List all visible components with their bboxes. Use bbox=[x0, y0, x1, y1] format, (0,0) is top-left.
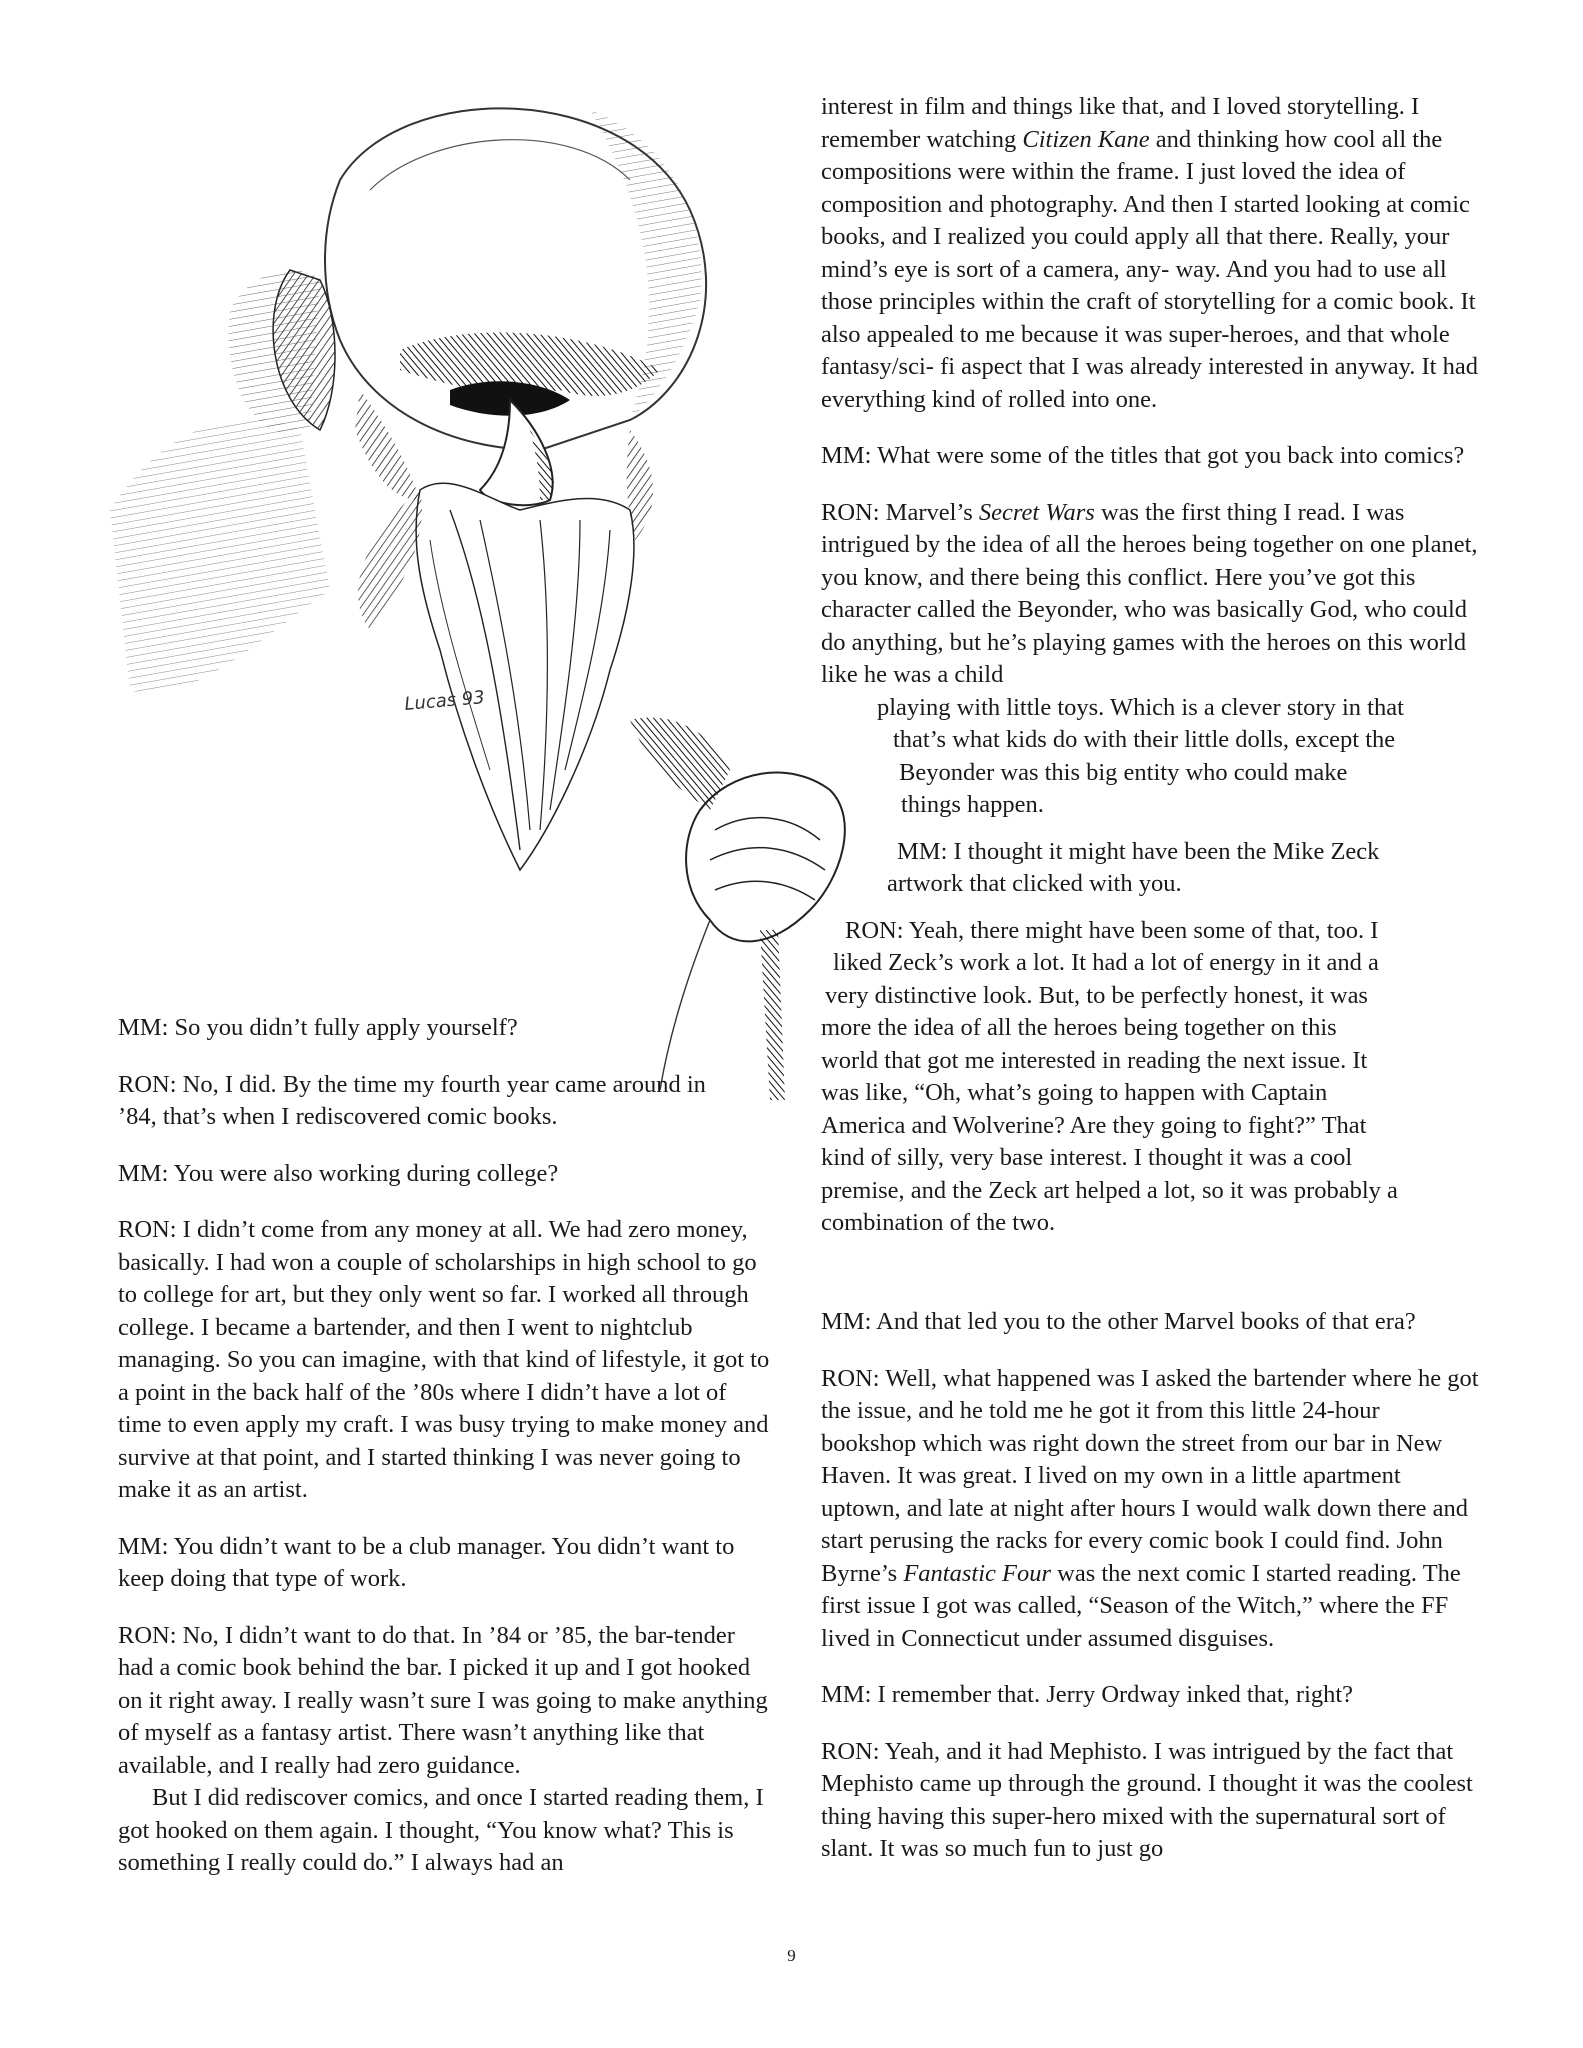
speaker-label: MM: bbox=[821, 442, 872, 469]
left-column bbox=[118, 1012, 770, 1880]
answer-bookshop: RON: Well, what happened was I asked the bartender where he got the issue, and he told me he got it from this little 24-hour bookshop which was right down the street from our bar in New Haven. It was great. I lived on my own in a little apartment uptown, and late at night after hours I would walk down there and start perusing the racks for every comic book I could find. John Byrne’s Fantastic Four was the next comic I started reading. The first issue I got was called, “Season of the Witch,” where the FF lived in Connecticut under assumed disguises. bbox=[821, 1364, 1479, 1652]
answer-money: RON: I didn’t come from any money at all. We had zero money, basically. I had won a couple of scholarships in high school to go to college for art, but they only went so far. I worked all through college. I became a bartender, and then I went to nightclub managing. So you can imagine, with that kind of lifestyle, it got to a point in the back half of the ’80s where I didn’t have a lot of time to even apply my craft. I was busy trying to make money and survive at that point, and I started thinking I was never going to make it as an artist. bbox=[118, 1216, 770, 1503]
answer-zeck: RON: Yeah, there might have been some of that, too. I liked Zeck’s work a lot. It had a lot of energy in it and a very distinctive look. But, to be perfectly honest, it was more the idea of all the heroes being together on this world that got me interested in reading the next issue. It was like, “Oh, what’s going to happen with Captain America and Wolverine? Are they going to fight?” That kind of silly, very base interest. I thought it was a cool premise, and the Zeck art helped a lot, so it was probably a combination of the two. bbox=[821, 916, 1398, 1236]
answer-mephisto: RON: Yeah, and it had Mephisto. I was intrigued by the fact that Mephisto came up through the ground. I thought it was the coolest thing having this super-hero mixed with the supernatural sort of slant. It was so much fun to just go bbox=[821, 1737, 1473, 1862]
question-zeck: MM: I thought it might have been the Mike Zeck artwork that clicked with you. bbox=[887, 837, 1380, 897]
speaker-label: MM: bbox=[118, 1014, 169, 1041]
question-working: MM: You were also working during college? bbox=[118, 1159, 559, 1187]
speaker-label: MM: bbox=[118, 1532, 169, 1560]
paragraph-film: interest in film and things like that, and I loved storytelling. I remember watching Citizen Kane and thinking how cool all the compositions were within the frame. I just loved the idea of composition and photography. And then I started looking at comic books, and I realized you could apply all that there. Really, your mind’s eye is sort of a camera, any- way. And you had to use all those principles within the craft of storytelling for a comic book. It also appealed to me because it was super-heroes, and that whole fantasy/sci- fi aspect that I was already interested in anyway. It had everything kind of rolled into one. bbox=[821, 93, 1478, 413]
title-fantastic-four: Fantastic Four bbox=[903, 1559, 1052, 1587]
question-ordway: MM: I remember that. Jerry Ordway inked that, right? bbox=[821, 1681, 1354, 1708]
speaker-label: RON: bbox=[118, 1621, 177, 1649]
speaker-label: RON: bbox=[821, 498, 880, 526]
speaker-label: RON: bbox=[118, 1216, 177, 1243]
question-marvel-books: MM: And that led you to the other Marvel books of that era? bbox=[821, 1308, 1416, 1335]
page-number: 9 bbox=[787, 1946, 796, 1965]
speaker-label: MM: bbox=[118, 1159, 169, 1187]
answer-fourth-year: RON: No, I did. By the time my fourth year came around in ’84, that’s when I rediscovered comic books. bbox=[118, 1070, 706, 1130]
speaker-label: RON: bbox=[821, 1737, 880, 1765]
title-secret-wars: Secret Wars bbox=[978, 498, 1095, 526]
svg-text:Lucas 93: Lucas 93 bbox=[403, 687, 486, 715]
question-apply: MM: So you didn’t fully apply yourself? bbox=[118, 1014, 518, 1041]
paragraph-rediscover: But I did rediscover comics, and once I started reading them, I got hooked on them again. I thought, “You know what? This is something I really could do.” I always had an bbox=[118, 1784, 764, 1876]
right-column-top bbox=[821, 91, 1481, 1264]
speaker-label: RON: bbox=[118, 1070, 177, 1098]
answer-bartender: RON: No, I didn’t want to do that. In ’84 or ’85, the bar-tender had a comic book behind the bar. I picked it up and I got hooked on it right away. I really wasn’t sure I was going to make anything of myself as a fantasy artist. There wasn’t anything like that available, and I really had zero guidance. bbox=[118, 1621, 768, 1779]
old-man-illustration bbox=[70, 70, 890, 1110]
question-titles: MM: What were some of the titles that got you back into comics? bbox=[821, 442, 1465, 469]
speaker-label: RON: bbox=[845, 916, 904, 944]
right-column-bottom bbox=[821, 1306, 1481, 1866]
title-citizen-kane: Citizen Kane bbox=[1022, 125, 1150, 153]
question-club-manager: MM: You didn’t want to be a club manager. You didn’t want to keep doing that type of work. bbox=[118, 1532, 735, 1592]
speaker-label: MM: bbox=[897, 837, 948, 865]
speaker-label: MM: bbox=[821, 1681, 872, 1708]
speaker-label: RON: bbox=[821, 1364, 880, 1392]
answer-secret-wars: RON: Marvel’s Secret Wars was the first thing I read. I was intrigued by the idea of all the heroes being together on one planet, you know, and there being this conflict. Here you’ve got this character called the Beyonder, who was basically God, who could do anything, but he’s playing games with the heroes on this world like he was a child playing with little toys. Which is a clever story in that that’s what kids do with their little dolls, except the Beyonder was this big entity who could make things happen. bbox=[821, 498, 1478, 818]
speaker-label: MM: bbox=[821, 1308, 872, 1335]
